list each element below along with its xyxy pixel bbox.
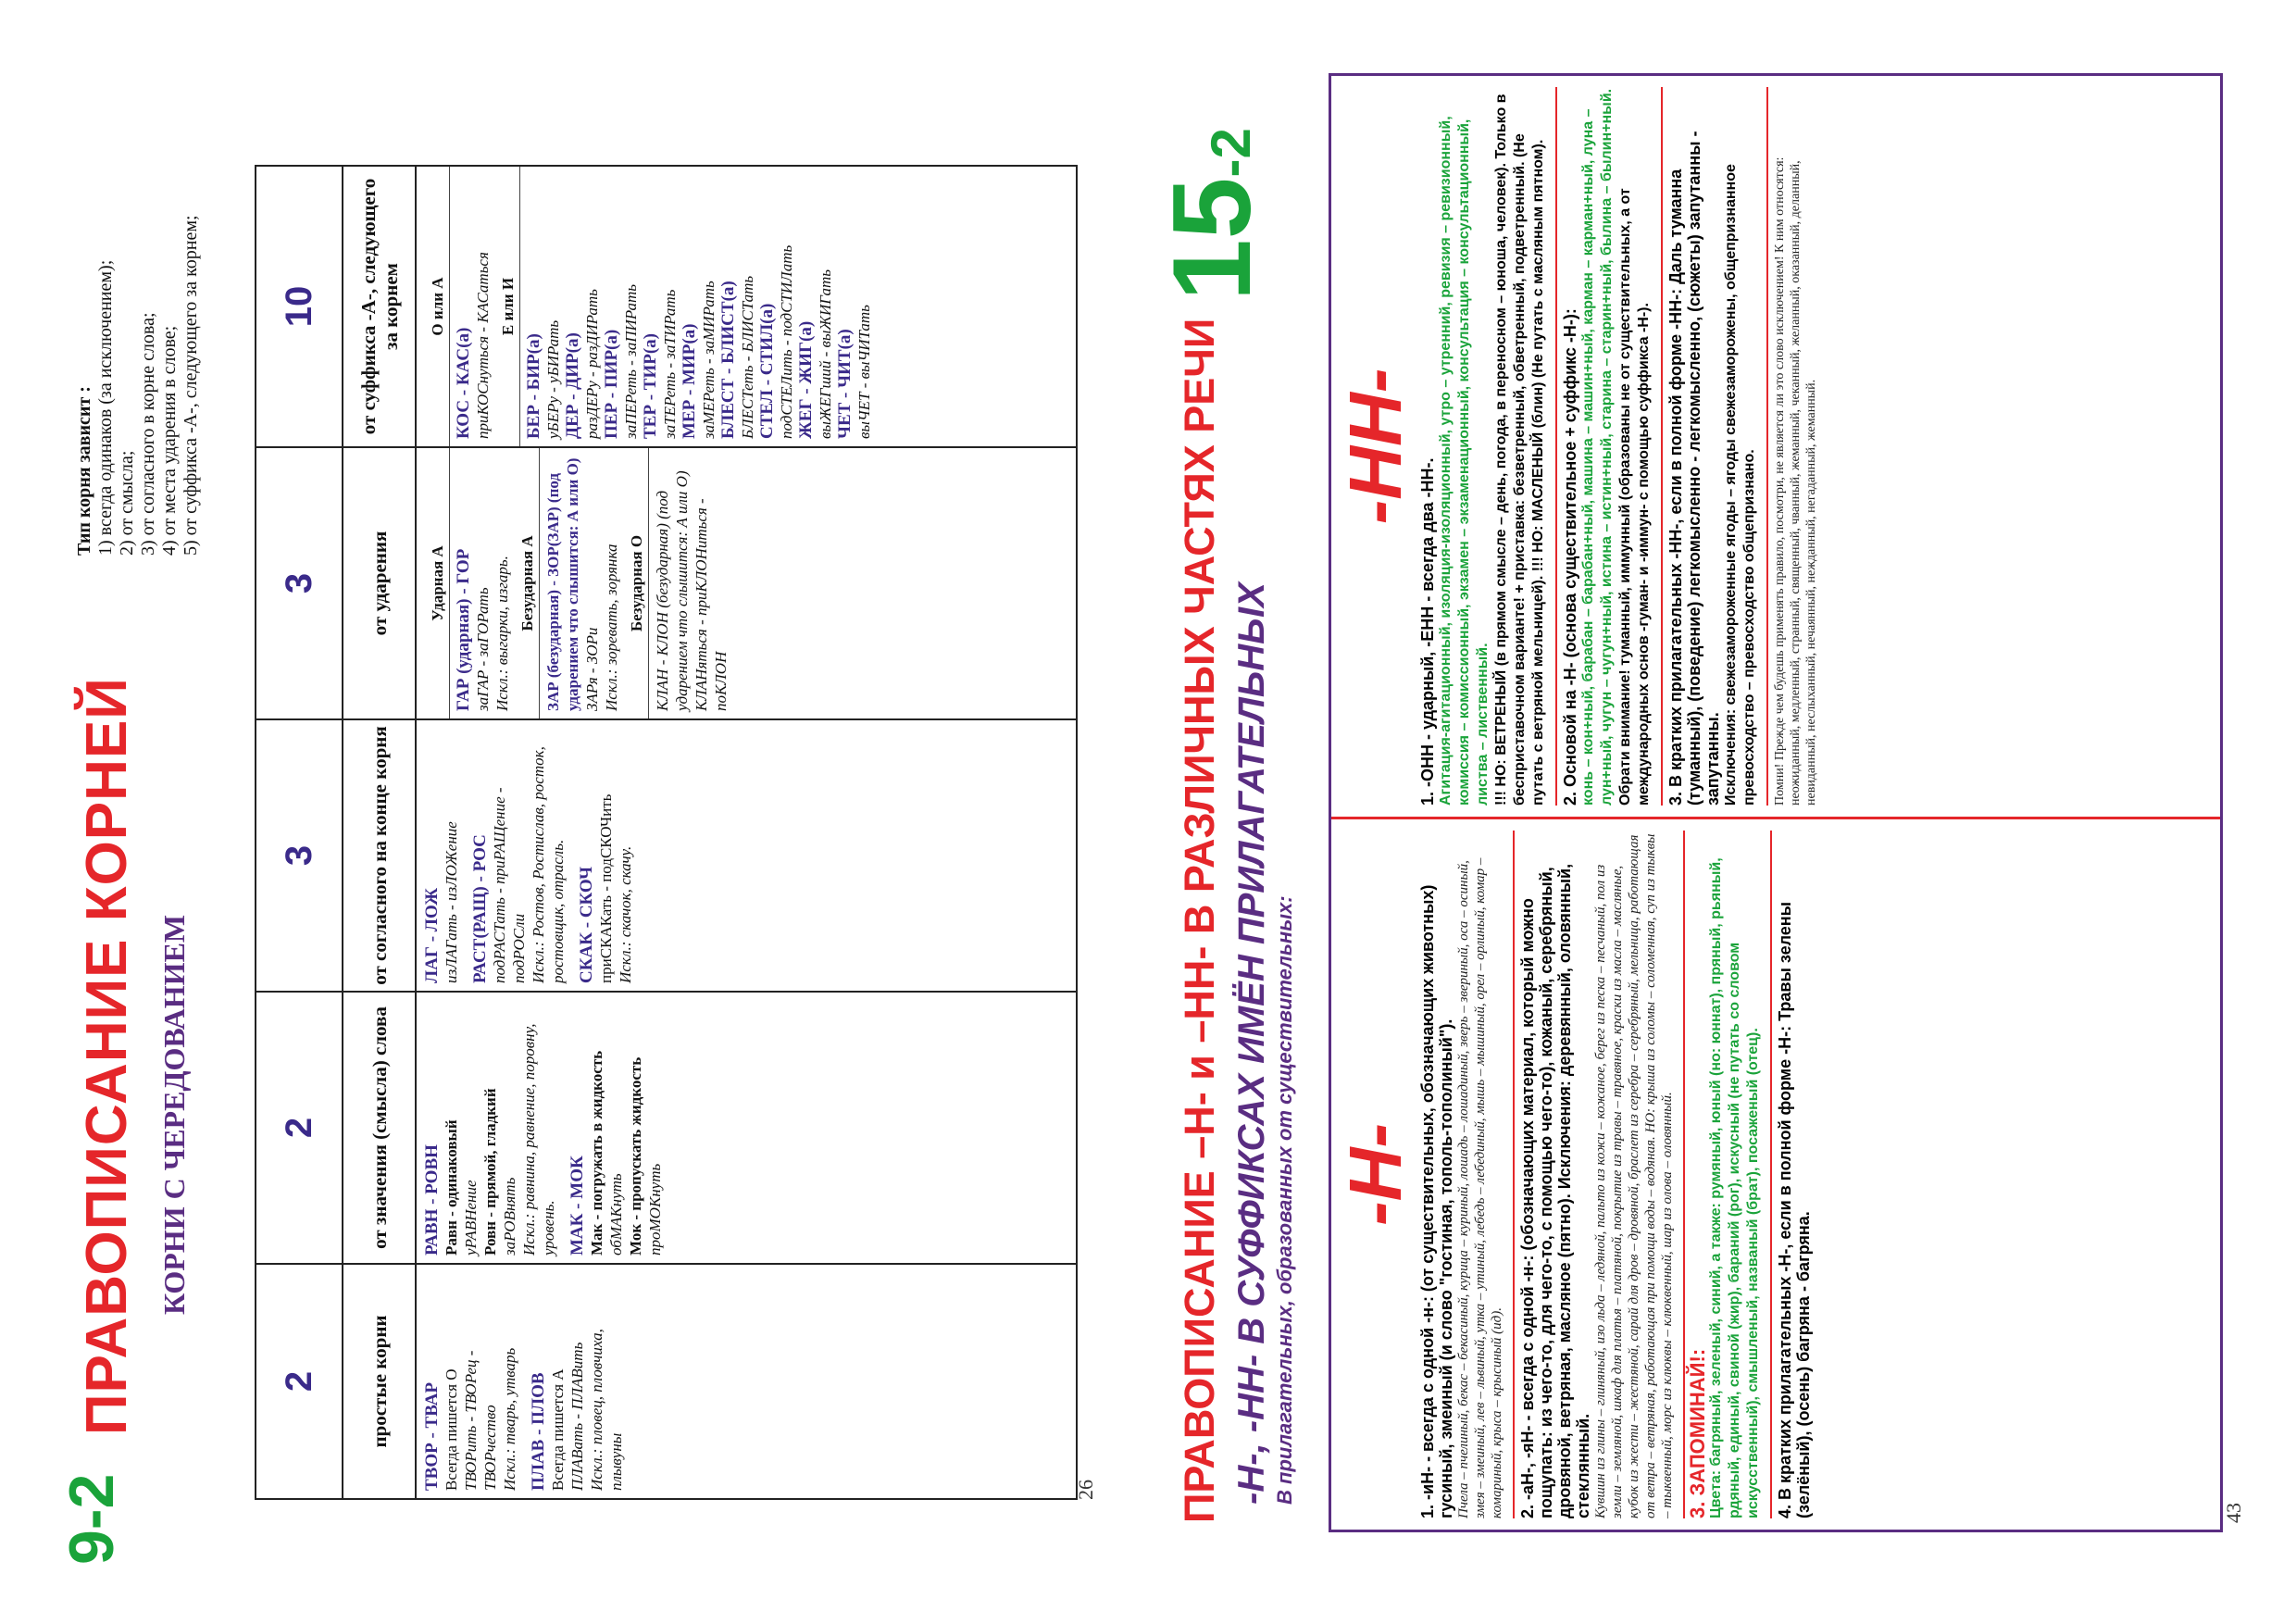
- depends-list: [74, 56, 202, 556]
- subheading: Ударная А: [426, 448, 450, 718]
- rule-head: 2. -аН-, -яН- - всегда с одной -н-: (обозначающих материал, который можно пощупать: из чего-то, для чего-то, с помощью чего-то), кожаный, серебряный, дровяной, ветряная, масляное (пятно). Исключения: деревянный, оловянный, стеклянный.: [1518, 863, 1592, 1518]
- rule-block: [1515, 831, 1685, 1518]
- root-pair: МЕР - МИР(а): [680, 323, 699, 439]
- rule-head: 1. -иН- - всегда с одной -н-: (от существительных, обозначающих животных) гусиный, змеиный (и слово "гостиная, тополь-тополиный").: [1418, 884, 1455, 1518]
- rule-head: 3. ЗАПОМИНАЙ!:: [1686, 1348, 1709, 1518]
- left-page: [56, 56, 1129, 1565]
- subtitle-main: -Н-, -НН- В СУФФИКСАХ ИМЁН ПРИЛАГАТЕЛЬНЫХ: [1231, 582, 1272, 1505]
- col-count: 2: [256, 992, 343, 1264]
- rules-frame: [1329, 73, 2223, 1532]
- rule-head: 4. В кратких прилагательных -Н-, если в полной форме -Н-: Травы зелены (зелёный), (осень) багряна - багряна.: [1776, 901, 1813, 1518]
- depends-item: 2) от смысла;: [117, 450, 137, 556]
- rule-text: Всегда пишется А: [549, 1368, 567, 1491]
- example-text: уБЕРу - уБИРать: [544, 319, 562, 439]
- root-pair: ДЕР - ДИР(а): [563, 332, 582, 439]
- example-text: ПЛАВать - ПЛАВить: [568, 1342, 586, 1491]
- rule-block: [1415, 87, 1557, 806]
- rule-head: 3. В кратких прилагательных -НН-, если в полной форме -НН-: Даль туманна (туманный), (поведение) легкомысленно - легкомысленно, (сюжеты) запутанны - запутанны.: [1666, 131, 1722, 806]
- page-marker-right: [1148, 128, 1276, 301]
- example-text: заТЕРеть - заТИРать: [661, 289, 679, 439]
- roots-table: [255, 165, 1078, 1500]
- example-text: изЛАГать - изЛОЖение: [443, 821, 460, 983]
- root-pair: БЕР - БИР(а): [524, 333, 543, 439]
- example-text: заРОВнять: [501, 1177, 518, 1255]
- page-marker-big: 15: [1150, 177, 1274, 301]
- example-text: заМЕРеть - заМИРать: [700, 281, 718, 439]
- exception-text: Искл.: пловец, пловчиха, плывуны: [588, 1329, 625, 1491]
- col-simple-roots: [416, 1264, 1077, 1499]
- root-pair: КЛАН - КЛОН (безударная) (под ударением что слышится: А или О) КЛАНяться - приКЛОНиться - поКЛОН: [654, 470, 730, 711]
- root-pair: ЖЕГ - ЖИГ(а): [796, 320, 816, 439]
- rule-exceptions: Исключения: свежезамороженные ягоды – ягоды свежезаморожены, общепризнанное превосходство – превосходство общепризнано.: [1723, 164, 1757, 806]
- example-text: уРАВНение: [462, 1180, 480, 1255]
- subheading: Безударная О: [625, 448, 649, 718]
- rule-block: [1663, 87, 1768, 806]
- rule-examples: Пчела – пчелиный, бекас – бекасиный, курица – куриный, лошадь – лошадиный, зверь – звериный, оса – осиный, змея – змеиный, лев – львиный, утка – утиный, лебедь – лебединый, мышь – мышиный, орел – орлиный, комар – комариный, крыса – крысиный (ид).: [1456, 857, 1504, 1518]
- col-count: 3: [256, 447, 343, 719]
- double-n-column: [1331, 76, 2220, 817]
- col-caption: от согласного на конце корня: [343, 719, 416, 992]
- subheading: Е или И: [496, 167, 520, 446]
- root-pair: МАК - МОК: [568, 1156, 587, 1255]
- col-count: 2: [256, 1264, 343, 1499]
- rule-block: [1772, 831, 1820, 1518]
- col-caption: простые корни: [343, 1264, 416, 1499]
- depends-item: 1) всегда одинаков (за исключением);: [95, 259, 116, 556]
- col-meaning-roots: [416, 992, 1077, 1264]
- rule-text: Мак - погружать в жидкость: [588, 1050, 605, 1255]
- root-pair: ГАР (ударная) - ГОР: [454, 548, 473, 711]
- rule-extra: !!! НО: ВЕТРЕНЫЙ (в прямом смысле – день, погода, в переносном – юноша, человек). Только в бесприставочном варианте! + приставка: безветренный, обветренный, подветренный. (Не путать с ветряной мельницей). !!! НО: МАСЛЕНЫЙ (блин) (Не путать с масляным пятном).: [1493, 94, 1546, 806]
- rule-head: 2. Основой на -Н- (основа существительное + суффикс -Н-):: [1561, 308, 1579, 806]
- exception-text: Искл.: зоревать, зорянка: [603, 543, 620, 711]
- rule-block: [1685, 831, 1772, 1518]
- example-text: проМОКнуть: [646, 1163, 664, 1255]
- remember-note: Помни! Прежде чем будешь применять правило, посмотри, не является ли это слово исключением! К ним относятся: неожиданный, медленный, странный, священный, чванный, жеманный, чеканный, желанный, оказанный, деланный, невиданный, неслыханный, нечаянный, нежданный, негаданный, жеманный.: [1773, 156, 1818, 806]
- root-pair: ЛАГ - ЛОЖ: [422, 887, 442, 983]
- rule-block: [1415, 831, 1515, 1518]
- root-pair: КОС - КАС(а): [454, 327, 473, 439]
- col-count: 10: [256, 166, 343, 447]
- root-pair: ЧЕТ - ЧИТ(а): [835, 329, 855, 439]
- example-text: приСКАКать - подСКОЧить: [597, 793, 615, 983]
- page-title-left: ПРАВОПИСАНИЕ КОРНЕЙ: [75, 677, 139, 1435]
- rule-body: Цвета: багряный, зеленый, синий, а также: румяный, юный (но: юннат), пряный, рьяный, рдяный, единый, свиной (жир), бараний (рог), искусный (не путать со словом искусственный), смышленый, названый (брат), посаженый (отец).: [1708, 857, 1761, 1518]
- example-text: выЧЕТ - выЧИТать: [855, 305, 873, 439]
- page-marker-small: -2: [1200, 128, 1262, 178]
- page-title-right: ПРАВОПИСАНИЕ –Н- и –НН- В РАЗЛИЧНЫХ ЧАСТЯХ РЕЧИ: [1176, 318, 1223, 1523]
- example-text: подРАСТать - приРАЩение - подРОСли: [491, 787, 528, 983]
- rule-body: конь – кон+ный, барабан – барабан+ный, машина – машин+ный, карман – карман+ный, луна – лун+ный, чугун – чугун+ный, истина – истин+ный, старина – старин+ный, былина – былин+ный.: [1580, 88, 1615, 806]
- col-suffix-roots: [416, 166, 1077, 447]
- example-text: разДЕРу - разДИРать: [583, 289, 601, 439]
- example-text: заПЕРеть - заПИРать: [622, 284, 640, 439]
- root-pair: ПЕР - ПИР(а): [602, 329, 621, 439]
- rule-head: 1. -ОНН - ударный, -ЕНН - всегда два -НН-.: [1418, 457, 1437, 806]
- suffix-roots-list: [524, 174, 874, 439]
- rule-text: Мок - пропускать жидкость: [627, 1056, 644, 1255]
- page-marker-left: 9-2: [56, 1473, 127, 1565]
- subtitle-small: В прилагательных, образованных от существительных:: [1273, 895, 1296, 1505]
- col-caption: от ударения: [343, 447, 416, 719]
- rule-text: Равн - одинаковый: [443, 1119, 460, 1255]
- subheading: Безударная А: [516, 448, 540, 718]
- root-pair: ТЕР - ТИР(а): [641, 333, 660, 439]
- rule-block: [1768, 87, 1827, 806]
- root-pair: СКАК - СКОЧ: [577, 866, 596, 983]
- root-pair: БЛЕСТ - БЛИСТ(а): [718, 281, 738, 439]
- page-number-left: 26: [1074, 1480, 1097, 1500]
- exception-text: Искл.: выгарки, изгарь.: [493, 556, 511, 711]
- root-pair: ПЛАВ - ПЛОВ: [529, 1372, 548, 1491]
- page-number-right: 43: [2222, 1503, 2245, 1523]
- single-n-heading: -Н-: [1334, 1122, 1416, 1227]
- col-consonant-roots: [416, 719, 1077, 992]
- col-caption: от суффикса -А-, следующего за корнем: [343, 166, 416, 447]
- root-pair: ТВОР - ТВАР: [422, 1381, 442, 1491]
- root-pair: РАСТ(РАЩ) - РОС: [470, 834, 490, 983]
- rule-text: Всегда пишется О: [443, 1368, 460, 1491]
- rule-extra: Обрати внимание! туманный, иммунный (образованы не от существительных, а от международных основ -гуман- и -иммун- с помощью суффикса -Н-).: [1617, 188, 1652, 806]
- example-text: ТВОРить - ТВОРец - ТВОРчество: [462, 1350, 499, 1491]
- depends-item: 4) от места ударения в слове;: [159, 325, 180, 556]
- exception-text: Искл.: скачок, скачу.: [617, 845, 634, 983]
- root-pair: РАВН - РОВН: [422, 1144, 442, 1255]
- subheading: О или А: [426, 167, 450, 446]
- example-text: БЛЕСТеть - БЛИСТать: [739, 275, 756, 439]
- example-text: заГАР - заГОРать: [474, 587, 492, 711]
- col-stress-roots: [416, 447, 1077, 719]
- root-pair: ЗАР (безударная) - ЗОР(ЗАР) (под ударением что слышится: А или О): [544, 457, 581, 711]
- rule-block: [1557, 87, 1663, 806]
- depends-item: 3) от согласного в корне слова;: [138, 312, 158, 556]
- exception-text: Искл.: Ростов, Ростислав, росток, ростовщик, отрасль.: [530, 746, 567, 983]
- example-text: подСТЕЛить - подСТИЛать: [778, 244, 795, 439]
- single-n-column: [1331, 817, 2220, 1530]
- example-text: обМАКнуть: [607, 1173, 625, 1255]
- rule-body: Агитация-агитационный, изоляция-изоляционный, утро – утренний, ревизия – ревизионный, комиссия – комиссионный, экзамен – экзаменационный, консультация – консультационный, листва – лиственный.: [1438, 116, 1491, 806]
- depends-item: 5) от суффикса -А-, следующего за корнем;: [181, 215, 201, 556]
- page-subtitle-right: [1231, 582, 1297, 1505]
- exception-text: Искл.: равнина, равнение, поровну, уровень.: [520, 1023, 557, 1255]
- depends-heading: Тип корня зависит :: [74, 386, 94, 556]
- col-caption: от значения (смысла) слова: [343, 992, 416, 1264]
- rule-examples: Кувшин из глины – глиняный, изо льда – ледяной, пальто из кожи – кожаное, берег из песка – песчаный, пол из земли – земляной, шкаф для платья – платяной, покрытие из травы – травяное, краски из масла – масляные, кубок из жести – жестяной, сарай для дров – дровяной, браслет из серебра – серебряный, мельница, работающая от ветра – ветряная, работающая при помощи воды – водяная. НО: крыша из соломы – соломенная, суп из тыквы – тыквенный, морс из клюквы – клюквенный, шар из олова – оловянный.: [1593, 833, 1675, 1518]
- exception-text: Искл.: тварь, утварь: [501, 1347, 518, 1491]
- example-text: выЖЕГший - выЖИГать: [817, 269, 834, 439]
- page-subtitle-left: КОРНИ С ЧЕРЕДОВАНИЕМ: [157, 914, 191, 1315]
- rule-text: Ровн - прямой, гладкий: [481, 1088, 499, 1255]
- col-count: 3: [256, 719, 343, 992]
- root-pair: СТЕЛ - СТИЛ(а): [757, 303, 777, 439]
- right-page: [1150, 79, 2287, 1560]
- double-n-heading: -НН-: [1334, 368, 1416, 525]
- example-text: ЗАРя - ЗОРи: [583, 627, 601, 711]
- example-text: приКОСнуться - КАСаться: [474, 252, 492, 439]
